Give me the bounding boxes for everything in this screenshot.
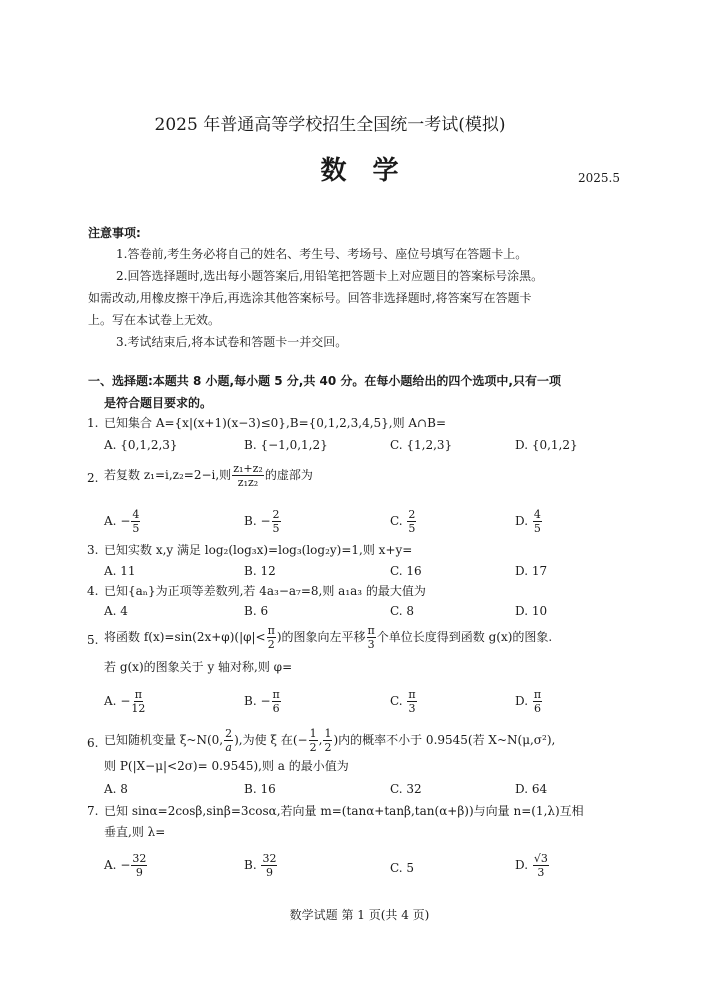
question-number: 6. [87,736,99,750]
option-label: D. [515,858,529,872]
stem-text: )的图象向左平移 [276,630,366,644]
option-d [515,852,550,879]
numerator: z₁+z₂ [233,462,263,475]
option-d: D. 17 [515,564,548,578]
fraction [232,462,264,489]
option-a [104,852,148,879]
numerator: 32 [132,852,147,865]
denominator: 3 [537,866,545,879]
denominator: 5 [272,522,280,535]
fraction [533,688,542,715]
option-label: B. [244,858,257,872]
numerator: 2 [272,508,280,521]
fraction [407,508,416,535]
stem-text: 个单位长度得到函数 g(x)的图象. [376,630,553,644]
numerator: 1 [324,727,332,740]
option-c: C. {1,2,3} [390,438,453,452]
question-stem: 已知实数 x,y 满足 log₂(log₃x)=log₃(log₂y)=1,则 x+y= [104,543,413,557]
denominator: 5 [408,522,416,535]
numerator: 1 [309,727,317,740]
numerator: π [533,688,542,701]
denominator: 2 [267,638,275,651]
stem-text: )内的概率不小于 0.9545(若 X~N(μ,σ²), [333,733,556,747]
option-label: A. [104,858,117,872]
question-number: 3. [87,543,99,557]
option-label: C. [390,514,403,528]
option-b: B. {−1,0,1,2} [244,438,328,452]
question-number: 4. [87,584,99,598]
fraction [533,852,549,879]
fraction [261,852,277,879]
numerator: 4 [533,508,541,521]
denominator: 9 [265,866,273,879]
numerator: 4 [132,508,140,521]
stem-text: , [318,733,323,747]
option-a: A. 11 [104,564,136,578]
denominator: a [225,741,232,754]
option-sign: − [120,514,131,528]
option-d: D. 64 [515,782,548,796]
denominator: 5 [132,522,140,535]
numerator: 2 [225,727,233,740]
option-a [104,508,141,535]
question-stem: 已知集合 A={x|(x+1)(x−3)≤0},B={0,1,2,3,4,5},则 A∩B= [104,416,447,430]
question-stem [104,624,552,651]
option-a: A. 8 [104,782,128,796]
option-b [244,688,282,715]
denominator: z₁z₂ [237,476,259,489]
exam-date: 2025.5 [578,171,620,185]
fraction [224,727,233,754]
option-label: C. [390,694,403,708]
note-item: 如需改动,用橡皮擦干净后,再选涂其他答案标号。回答非选择题时,将答案写在答题卡 [88,291,532,305]
page-footer: 数学试题 第 1 页(共 4 页) [289,908,430,922]
note-item: 1.答卷前,考生务必将自己的姓名、考生号、考场号、座位号填写在答题卡上。 [116,247,528,261]
fraction [267,624,276,651]
denominator: 6 [272,702,280,715]
option-label: D. [515,694,529,708]
option-label: D. [515,514,529,528]
option-label: B. [244,514,257,528]
fraction [407,688,416,715]
option-sign: − [120,694,131,708]
note-item: 3.考试结束后,将本试卷和答题卡一并交回。 [116,335,348,349]
option-value: 5 [406,861,415,875]
fraction [131,508,140,535]
option-c [390,508,417,535]
exam-title: 2025 年普通高等学校招生全国统一考试(模拟) [154,115,506,135]
option-sign: − [260,514,271,528]
numerator: π [367,624,375,637]
fraction [131,688,145,715]
option-b [244,508,282,535]
notes-heading: 注意事项: [88,226,141,240]
numerator: 2 [408,508,416,521]
question-stem [104,727,555,754]
numerator: π [134,688,142,701]
question-stem-cont: 若 g(x)的图象关于 y 轴对称,则 φ= [104,660,293,674]
option-label: A. [104,514,117,528]
fraction [367,624,376,651]
option-d [515,508,543,535]
fraction [272,688,281,715]
question-stem: 已知{aₙ}为正项等差数列,若 4a₃−a₇=8,则 a₁a₃ 的最大值为 [104,584,426,598]
numerator: π [272,688,280,701]
fraction [131,852,147,879]
question-number: 7. [87,804,99,818]
section-heading: 一、选择题:本题共 8 小题,每小题 5 分,共 40 分。在每小题给出的四个选项中,只有一项 [88,374,561,388]
option-b: B. 6 [244,604,269,618]
denominator: 3 [408,702,416,715]
option-c: C. 8 [390,604,415,618]
fraction [272,508,281,535]
stem-text: 将函数 f(x)=sin(2x+φ)(|φ|< [104,630,266,644]
option-c: C. 16 [390,564,422,578]
option-label: B. [244,694,257,708]
denominator: 6 [533,702,541,715]
numerator: 32 [262,852,277,865]
question-stem-cont: 则 P(|X−μ|<2σ)= 0.9545),则 a 的最小值为 [104,759,349,773]
fraction [323,727,332,754]
stem-text: 的虚部为 [264,468,313,482]
denominator: 12 [131,702,146,715]
fraction [533,508,542,535]
question-number: 2. [87,471,99,485]
option-d [515,688,543,715]
fraction [309,727,318,754]
option-d: D. {0,1,2} [515,438,578,452]
numerator: √3 [533,852,548,865]
question-stem: 已知 sinα=2cosβ,sinβ=3cosα,若向量 m=(tanα+tanβ,tan(α+β))与向量 n=(1,λ)互相 [104,804,584,818]
question-stem-cont: 垂直,则 λ= [104,825,166,839]
question-number: 5. [87,633,99,647]
question-number: 1. [87,416,99,430]
option-label: C. [390,861,403,875]
numerator: π [267,624,275,637]
option-b: B. 16 [244,782,276,796]
option-b: B. 12 [244,564,276,578]
note-item: 2.回答选择题时,选出每小题答案后,用铅笔把答题卡上对应题目的答案标号涂黑。 [116,269,544,283]
subject-title: 数 学 [320,156,399,186]
option-sign: − [120,858,131,872]
question-stem [104,462,313,489]
option-c [390,688,418,715]
denominator: 2 [309,741,317,754]
denominator: 2 [324,741,332,754]
stem-text: 若复数 z₁=i,z₂=2−i,则 [104,468,232,482]
numerator: π [408,688,416,701]
option-d: D. 10 [515,604,548,618]
option-a: A. {0,1,2,3} [104,438,178,452]
option-c [390,860,414,876]
section-heading-cont: 是符合题目要求的。 [104,396,213,410]
option-c: C. 32 [390,782,422,796]
denominator: 5 [533,522,541,535]
option-label: A. [104,694,117,708]
stem-text: ),为使 ξ 在(− [234,733,308,747]
denominator: 9 [135,866,143,879]
option-a [104,688,146,715]
option-a: A. 4 [104,604,128,618]
denominator: 3 [367,638,375,651]
option-sign: − [260,694,271,708]
note-item: 上。写在本试卷上无效。 [88,313,221,327]
option-b [244,852,278,879]
stem-text: 已知随机变量 ξ~N(0, [104,733,224,747]
